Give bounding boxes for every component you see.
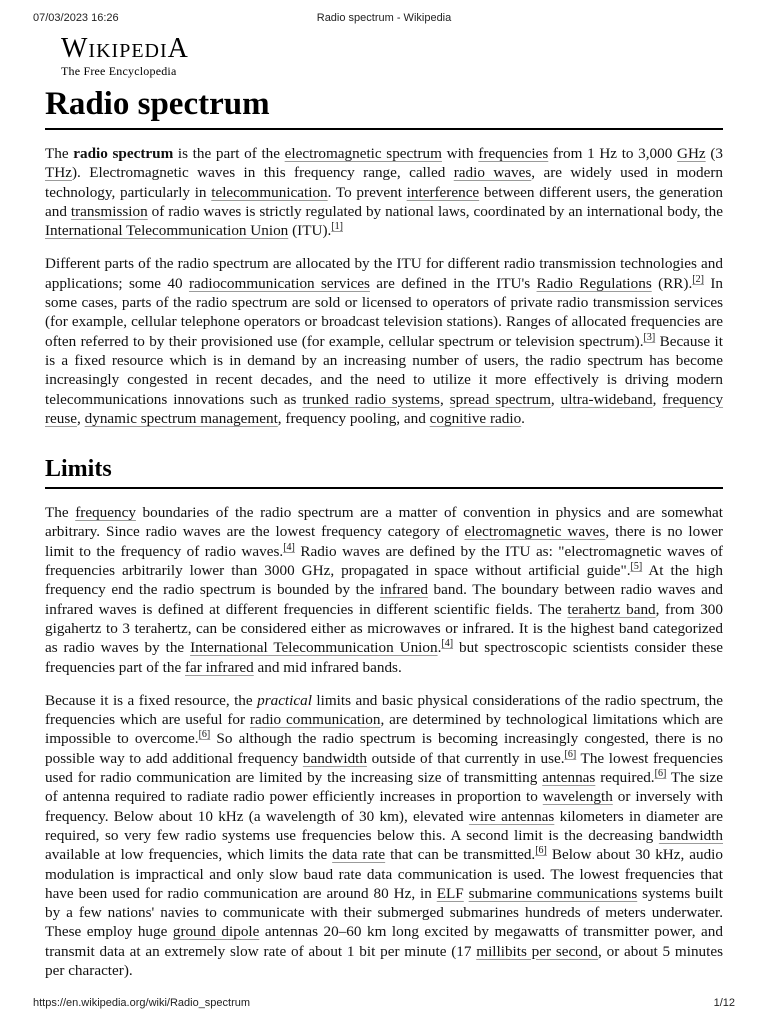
- citation-link[interactable]: [6]: [564, 748, 577, 760]
- article-link[interactable]: electromagnetic spectrum: [284, 145, 442, 162]
- italic-text: practical: [257, 691, 312, 709]
- citation: [331, 221, 343, 232]
- citation: [199, 729, 211, 740]
- article-link[interactable]: radio communication: [249, 711, 381, 729]
- citation: [644, 332, 656, 343]
- article-paragraph: The radio spectrum is the part of the electromagnetic spectrum with frequencies from 1 Hz to 3,000 GHz (3 THz). Electromagnetic waves in this frequency range, called radio waves, are widely used in modern technology, particularly in telecommunication. To prevent interference between different users, the generation and transmission of radio waves is strictly regulated by national laws, coordinated by an international body, the International Telecommunication Union (ITU).[1]: [45, 145, 724, 240]
- article-link[interactable]: trunked radio systems: [302, 390, 440, 408]
- article-link[interactable]: infrared: [379, 581, 428, 599]
- article-link[interactable]: terahertz band: [567, 600, 656, 618]
- article-link[interactable]: transmission: [70, 202, 148, 220]
- wikipedia-wordmark: WikipediA: [61, 33, 189, 64]
- article-title: Radio spectrum: [45, 84, 723, 130]
- article-link[interactable]: frequency: [75, 504, 136, 522]
- article-link[interactable]: GHz: [676, 145, 706, 162]
- article-link[interactable]: bandwidth: [658, 826, 723, 844]
- citation-link[interactable]: [1]: [331, 221, 343, 233]
- citation-link[interactable]: [4]: [441, 638, 454, 650]
- citation: [692, 274, 704, 285]
- bold-text: radio spectrum: [73, 145, 174, 162]
- wikipedia-logo: [61, 34, 723, 78]
- citation-link[interactable]: [4]: [283, 541, 295, 553]
- article-link[interactable]: International Telecommunication Union: [45, 222, 289, 240]
- article-link[interactable]: radiocommunication services: [188, 274, 370, 292]
- article-link[interactable]: submarine communications: [468, 884, 638, 902]
- citation: [631, 561, 643, 572]
- print-footer: [33, 997, 735, 1011]
- article-link[interactable]: wavelength: [542, 788, 613, 806]
- citation-link[interactable]: [5]: [630, 560, 643, 572]
- citation-link[interactable]: [6]: [535, 845, 547, 857]
- article-link[interactable]: bandwidth: [302, 749, 367, 767]
- footer-page-number: 1/12: [713, 997, 735, 1009]
- section-heading-limits: Limits: [45, 454, 723, 489]
- article-link[interactable]: ELF: [436, 884, 464, 902]
- article-paragraph: Different parts of the radio spectrum are allocated by the ITU for different radio transmission technologies and applications; some 40 radiocommunication services are defined in the ITU's Radio Regulations (RR).[2] In some cases, parts of the radio spectrum are sold or licensed to operators of private radio transmission services (for example, cellular telephone operators or broadcast television stations). Ranges of allocated frequencies are often referred to by their provisioned use (for example, cellular spectrum or television spectrum).[3] Because it is a fixed resource which is in demand by an increasing number of users, the radio spectrum has become increasingly congested in recent decades, and the need to utilize it more effectively is driving modern telecommunications innovations such as trunked radio systems, spread spectrum, ultra-wideband, frequency reuse, dynamic spectrum management, frequency pooling, and cognitive radio.: [45, 255, 724, 427]
- article-link[interactable]: frequencies: [478, 145, 549, 162]
- print-header: [33, 12, 735, 26]
- article-paragraph: Because it is a fixed resource, the practical limits and basic physical considerations of the radio spectrum, the frequencies which are useful for radio communication, are determined by technological limitations which are impossible to overcome.[6] So although the radio spectrum is becoming increasingly congested, there is no possible way to add additional frequency bandwidth outside of that currently in use.[6] The lowest frequencies used for radio communication are limited by the increasing size of transmitting antennas required.[6] The size of antenna required to radiate radio power efficiently increases in proportion to wavelength or inversely with frequency. Below about 10 kHz (a wavelength of 30 km), elevated wire antennas kilometers in diameter are required, so very few radio systems use frequencies below this. A second limit is the decreasing bandwidth available at low frequencies, which limits the data rate that can be transmitted.[6] Below about 30 kHz, audio modulation is impractical and only slow baud rate data communication is used. The lowest frequencies that have been used for radio communication are around 80 Hz, in ELF submarine communications systems built by a few nations' navies to communicate with their submerged submarines hundreds of meters underwater. These employ huge ground dipole antennas 20–60 km long excited by megawatts of transmitter power, and transmit data at an extremely slow rate of about 1 bit per minute (17 millibits per second, or about 5 minutes per character).: [45, 691, 724, 979]
- print-header-date: 07/03/2023 16:26: [33, 12, 119, 24]
- print-header-doc-title: Radio spectrum - Wikipedia: [316, 12, 452, 24]
- article-link[interactable]: International Telecommunication Union: [190, 639, 438, 657]
- article-link[interactable]: ultra-wideband: [560, 390, 653, 408]
- citation-link[interactable]: [2]: [692, 273, 704, 285]
- article-body: [45, 144, 723, 980]
- citation: [441, 638, 453, 649]
- article-link[interactable]: radio waves: [453, 164, 532, 182]
- citation: [655, 768, 667, 779]
- article-link[interactable]: frequency reuse: [45, 390, 724, 427]
- article-link[interactable]: wire antennas: [468, 807, 555, 825]
- article-paragraph: The frequency boundaries of the radio spectrum are a matter of convention in physics and are somewhat arbitrary. Since radio waves are the lowest frequency category of electromagnetic waves, there is no lower limit to the frequency of radio waves.[4] Radio waves are defined by the ITU as: "electromagnetic waves of frequencies arbitrarily lower than 3000 GHz, propagated in space without artificial guide".[5] At the high frequency end the radio spectrum is bounded by the infrared band. The boundary between radio waves and infrared waves is defined at different frequencies in different scientific fields. The terahertz band, from 300 gigahertz to 3 terahertz, can be considered either as microwaves or infrared. It is the highest band categorized as radio waves by the International Telecommunication Union.[4] but spectroscopic scientists consider these frequencies part of the far infrared and mid infrared bands.: [45, 504, 724, 676]
- citation-link[interactable]: [6]: [198, 729, 211, 741]
- article-link[interactable]: far infrared: [185, 658, 254, 676]
- citation: [283, 542, 295, 553]
- article-link[interactable]: THz: [45, 164, 72, 182]
- citation-link[interactable]: [6]: [654, 767, 667, 779]
- article-link[interactable]: electromagnetic waves: [464, 523, 606, 541]
- article-link[interactable]: ground dipole: [172, 923, 260, 941]
- article-link[interactable]: telecommunication: [211, 183, 328, 201]
- article-link[interactable]: dynamic spectrum management: [84, 409, 278, 427]
- article-link[interactable]: spread spectrum: [449, 390, 551, 408]
- article-link[interactable]: interference: [406, 183, 480, 201]
- citation-link[interactable]: [3]: [643, 331, 656, 343]
- article-link[interactable]: antennas: [542, 769, 596, 787]
- wikipedia-tagline: The Free Encyclopedia: [61, 64, 177, 78]
- article-link[interactable]: data rate: [332, 846, 386, 864]
- citation: [565, 749, 577, 760]
- footer-url: https://en.wikipedia.org/wiki/Radio_spectrum: [33, 997, 251, 1009]
- article-link[interactable]: cognitive radio: [429, 409, 522, 427]
- article-link[interactable]: millibits per second: [476, 942, 599, 960]
- article-link[interactable]: Radio Regulations: [536, 274, 652, 292]
- citation: [535, 845, 547, 856]
